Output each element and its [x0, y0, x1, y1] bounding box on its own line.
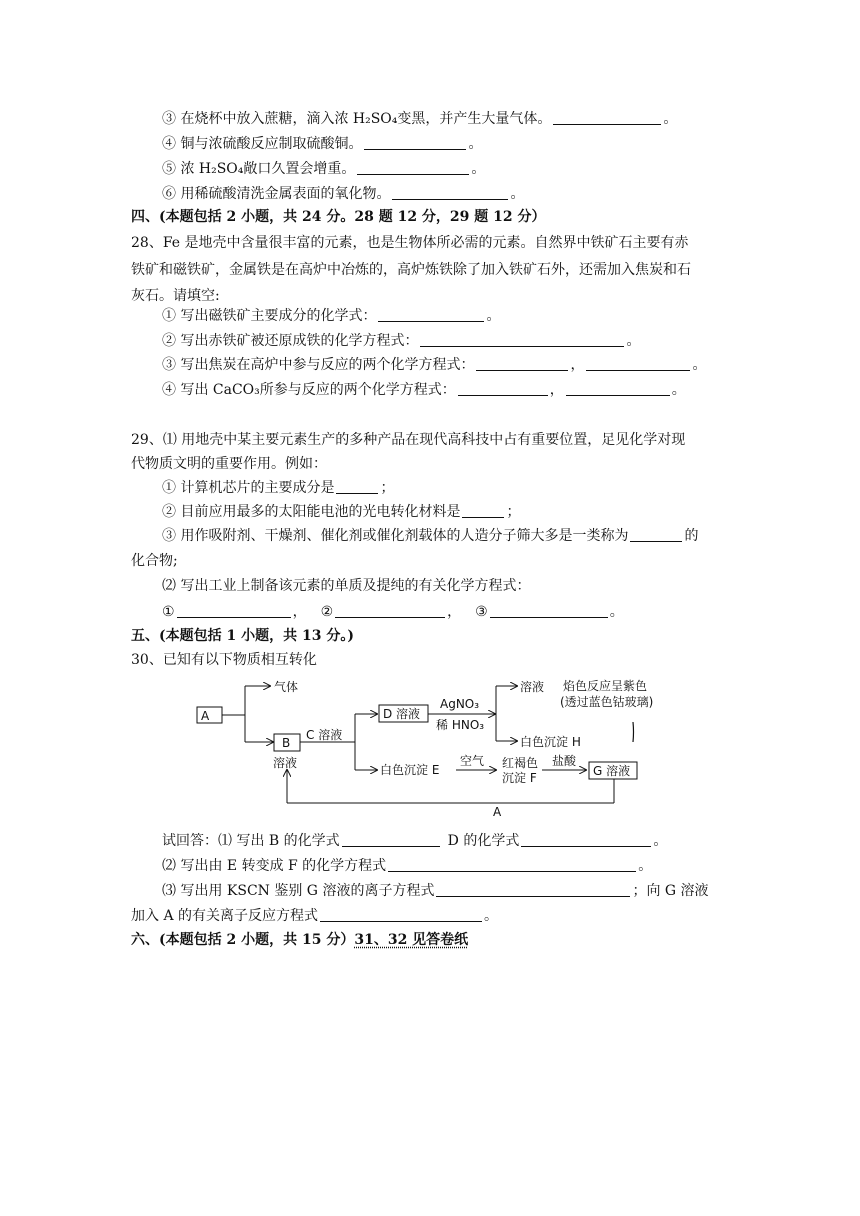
- answer-blank[interactable]: [388, 857, 636, 872]
- q28-item-2: ② 写出赤铁矿被还原成铁的化学方程式： 。: [162, 333, 641, 349]
- answer-blank[interactable]: [490, 603, 608, 618]
- q30-answer-3: ⑶ 写出用 KSCN 鉴别 G 溶液的离子方程式 ；向 G 溶液: [162, 883, 709, 899]
- answer-blank[interactable]: [392, 185, 508, 200]
- answer-blank[interactable]: [420, 332, 624, 347]
- q27-item-5: ⑤ 浓 H₂SO₄敞口久置会增重。 。: [162, 161, 486, 177]
- q30-answer-3-cont: 加入 A 的有关离子反应方程式 。: [131, 908, 499, 924]
- q29-intro-line1: 29、⑴ 用地壳中某主要元素生产的多种产品在现代高科技中占有重要位置，足见化学对现: [131, 432, 686, 448]
- label-precipitate-F: 沉淀 F: [502, 771, 537, 785]
- label-A-return: A: [493, 805, 502, 819]
- q28-item-3: ③ 写出焦炭在高炉中参与反应的两个化学方程式： ， 。: [162, 357, 707, 373]
- label-precipitate-H: 白色沉淀 H: [520, 735, 581, 749]
- q30-answer-2: ⑵ 写出由 E 转变成 F 的化学方程式 。: [162, 858, 653, 874]
- answer-blank[interactable]: [335, 603, 445, 618]
- label-A: A: [201, 709, 210, 723]
- label-C-solution: C 溶液: [306, 728, 343, 742]
- answer-blank[interactable]: [553, 110, 661, 125]
- q30-intro: 30、已知有以下物质相互转化: [131, 652, 317, 668]
- label-flame-test: 焰色反应呈紫色: [563, 679, 648, 693]
- section-6-title: 六、(本题包括 2 小题，共 15 分）31、32 见答卷纸: [131, 932, 469, 948]
- answer-blank[interactable]: [586, 356, 690, 371]
- q28-intro-line3: 灰石。请填空:: [131, 288, 220, 304]
- answer-blank[interactable]: [320, 907, 482, 922]
- label-D-solution: D 溶液: [383, 707, 421, 721]
- answer-blank[interactable]: [436, 882, 630, 897]
- answer-blank[interactable]: [458, 381, 548, 396]
- label-agno3: AgNO₃: [440, 697, 480, 711]
- answer-blank[interactable]: [476, 356, 568, 371]
- label-hcl: 盐酸: [552, 754, 577, 768]
- answer-blank[interactable]: [462, 503, 504, 518]
- q29-item-1: ① 计算机芯片的主要成分是 ；: [162, 480, 395, 496]
- answer-blank[interactable]: [521, 832, 651, 847]
- label-air: 空气: [460, 754, 485, 768]
- label-G-solution: G 溶液: [593, 764, 631, 778]
- label-B: B: [282, 736, 291, 750]
- label-cobalt-glass: (透过蓝色钴玻璃): [560, 695, 654, 709]
- answer-blank[interactable]: [364, 135, 466, 150]
- label-red-brown: 红褐色: [502, 756, 539, 770]
- answer-blank[interactable]: [630, 527, 682, 542]
- answer-blank[interactable]: [566, 381, 670, 396]
- reaction-flow-diagram: [190, 676, 680, 821]
- label-solution: 溶液: [520, 680, 545, 694]
- see-answer-sheet-note: 31、32 见答卷纸: [354, 932, 469, 948]
- answer-blank[interactable]: [342, 832, 440, 847]
- q28-item-4: ④ 写出 CaCO₃所参与反应的两个化学方程式： ， 。: [162, 382, 686, 398]
- label-dilute-hno3: 稀 HNO₃: [436, 718, 485, 732]
- q29-part-2: ⑵ 写出工业上制备该元素的单质及提纯的有关化学方程式：: [162, 578, 531, 594]
- label-gas: 气体: [274, 680, 299, 694]
- section-5-title: 五、(本题包括 1 小题，共 13 分。): [131, 628, 354, 644]
- q27-item-6: ⑥ 用稀硫酸清洗金属表面的氧化物。 。: [162, 186, 525, 202]
- q30-answer-1: 试回答：⑴ 写出 B 的化学式 D 的化学式 。: [162, 833, 668, 849]
- answer-blank[interactable]: [177, 603, 291, 618]
- answer-blank[interactable]: [357, 160, 469, 175]
- q28-intro-line1: 28、Fe 是地壳中含量很丰富的元素，也是生物体所必需的元素。自然界中铁矿石主要有赤: [131, 235, 689, 251]
- answer-blank[interactable]: [336, 479, 378, 494]
- q29-item-2: ② 目前应用最多的太阳能电池的光电转化材料是 ；: [162, 504, 521, 520]
- q28-item-1: ① 写出磁铁矿主要成分的化学式： 。: [162, 308, 501, 324]
- section-4-title: 四、(本题包括 2 小题，共 24 分。28 题 12 分，29 题 12 分）: [131, 209, 546, 225]
- label-B-solution: 溶液: [273, 756, 298, 770]
- answer-blank[interactable]: [378, 307, 484, 322]
- q29-item-3-cont: 化合物;: [131, 553, 178, 569]
- q29-part-2-blanks: ① ， ② ， ③ 。: [162, 604, 624, 620]
- label-precipitate-E: 白色沉淀 E: [380, 763, 440, 777]
- q29-item-3: ③ 用作吸附剂、干燥剂、催化剂或催化剂载体的人造分子筛大多是一类称为 的: [162, 528, 699, 544]
- q29-intro-line2: 代物质文明的重要作用。例如：: [131, 456, 327, 472]
- q27-item-4: ④ 铜与浓硫酸反应制取硫酸铜。 。: [162, 136, 483, 152]
- q27-item-3: ③ 在烧杯中放入蔗糖，滴入浓 H₂SO₄变黑，并产生大量气体。 。: [162, 111, 678, 127]
- q28-intro-line2: 铁矿和磁铁矿，金属铁是在高炉中冶炼的，高炉炼铁除了加入铁矿石外，还需加入焦炭和石: [131, 262, 691, 278]
